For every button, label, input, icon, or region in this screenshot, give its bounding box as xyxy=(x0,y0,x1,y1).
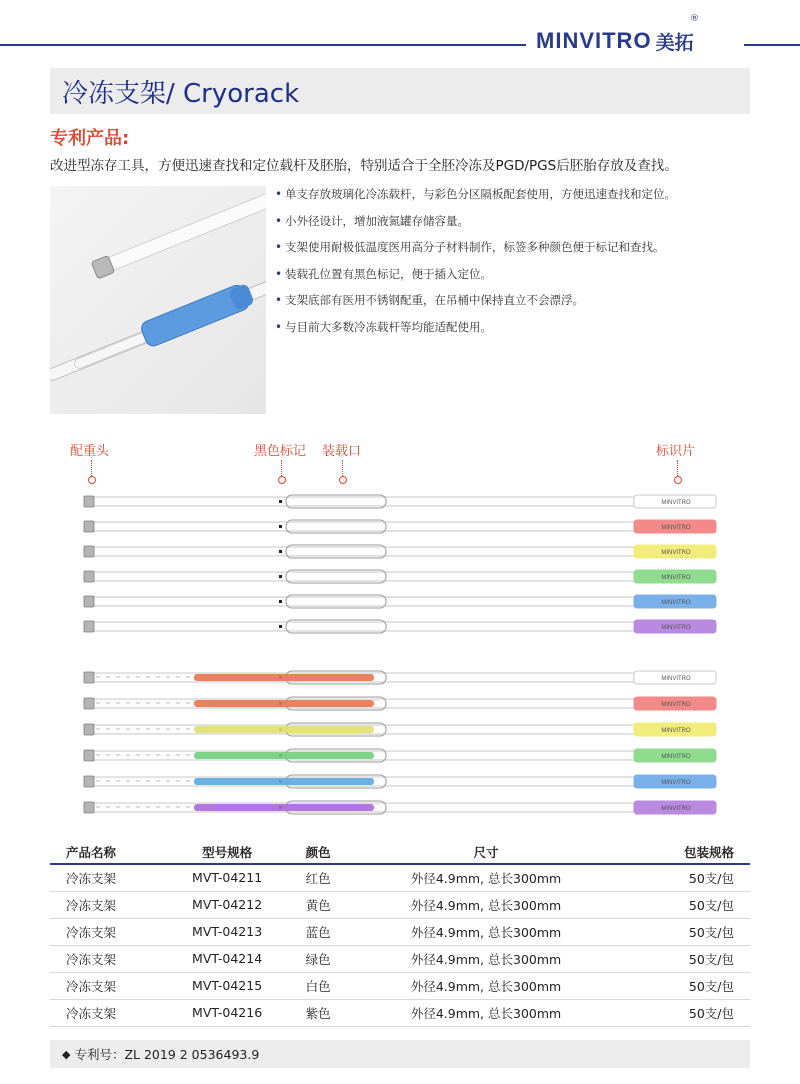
loaded-rack-0 xyxy=(84,671,716,684)
cell-color: 黄色 xyxy=(294,891,342,918)
table-header-row xyxy=(50,840,750,864)
cell-name: 冷冻支架 xyxy=(50,864,160,891)
cell-color: 红色 xyxy=(294,864,342,891)
tube-body xyxy=(88,497,716,506)
pin-weight-head xyxy=(91,460,92,476)
tube-body xyxy=(88,777,716,786)
patent-number: 专利号：ZL 2019 2 0536493.9 xyxy=(74,1047,260,1062)
col-header-color: 颜色 xyxy=(294,840,342,864)
col-header-pack: 包装规格 xyxy=(630,840,750,864)
section-title: 专利产品: xyxy=(50,128,130,149)
label-black-mark: 黑色标记 xyxy=(254,444,307,459)
table-row xyxy=(50,972,750,999)
loaded-rack-3 xyxy=(84,749,716,762)
tag-text: MINVITRO xyxy=(661,754,691,760)
tube-body xyxy=(88,522,716,531)
col-header-name: 产品名称 xyxy=(50,840,160,864)
cell-name: 冷冻支架 xyxy=(50,945,160,972)
weight-head xyxy=(84,750,94,761)
feature-item: • 小外径设计，增加液氮罐存储容量。 xyxy=(275,212,676,239)
cell-size: 外径4.9mm, 总长300mm xyxy=(342,999,630,1026)
cell-color: 紫色 xyxy=(294,999,342,1026)
cell-size: 外径4.9mm, 总长300mm xyxy=(342,891,630,918)
cell-name: 冷冻支架 xyxy=(50,918,160,945)
label-loading-port: 装载口 xyxy=(322,444,362,459)
cell-name: 冷冻支架 xyxy=(50,891,160,918)
loaded-straw xyxy=(194,700,374,707)
header-rule-left xyxy=(0,44,526,46)
loaded-straw xyxy=(194,752,374,759)
cell-size: 外径4.9mm, 总长300mm xyxy=(342,945,630,972)
empty-rack-5 xyxy=(84,620,716,633)
weight-head xyxy=(84,621,94,632)
tag-text: MINVITRO xyxy=(661,525,691,531)
tag-text: MINVITRO xyxy=(661,728,691,734)
label-tag: 标识片 xyxy=(656,444,696,459)
loaded-straw xyxy=(194,778,374,785)
black-mark xyxy=(279,625,282,628)
weight-head xyxy=(84,546,94,557)
table-row xyxy=(50,999,750,1026)
cell-model: MVT-04212 xyxy=(160,891,294,918)
tag-text: MINVITRO xyxy=(661,780,691,786)
tube-body xyxy=(88,751,716,760)
cell-pack: 50支/包 xyxy=(630,891,750,918)
pin-tag xyxy=(677,460,678,476)
intro-text: 改进型冻存工具，方便迅速查找和定位载杆及胚胎，特别适合于全胚冷冻及PGD/PGS后胚胎存放及查找。 xyxy=(50,158,678,174)
tag-text: MINVITRO xyxy=(661,500,691,506)
black-mark xyxy=(279,575,282,578)
table-row xyxy=(50,945,750,972)
weight-head xyxy=(84,802,94,813)
product-photo xyxy=(50,186,266,414)
loaded-straw xyxy=(194,674,374,681)
pin-loading-port xyxy=(342,460,343,476)
logo-cn: 美拓 xyxy=(655,31,694,54)
page-title: 冷冻支架/ Cryorack xyxy=(62,78,300,109)
col-header-size: 尺寸 xyxy=(342,840,630,864)
black-mark xyxy=(279,600,282,603)
table-row xyxy=(50,918,750,945)
cryorack-photo-illustration xyxy=(50,186,266,414)
tag-text: MINVITRO xyxy=(661,550,691,556)
diamond-bullet-icon: ◆ xyxy=(62,1047,71,1061)
feature-list xyxy=(275,185,676,344)
weight-head xyxy=(84,521,94,532)
empty-rack-4 xyxy=(84,595,716,608)
tag-text: MINVITRO xyxy=(661,625,691,631)
weight-head xyxy=(84,596,94,607)
tube-body xyxy=(88,597,716,606)
cell-size: 外径4.9mm, 总长300mm xyxy=(342,918,630,945)
cell-name: 冷冻支架 xyxy=(50,999,160,1026)
black-mark xyxy=(279,550,282,553)
weight-head xyxy=(84,571,94,582)
tag-text: MINVITRO xyxy=(661,575,691,581)
feature-item: • 支架使用耐极低温度医用高分子材料制作，标签多种颜色便于标记和查找。 xyxy=(275,238,676,265)
weight-head xyxy=(84,724,94,735)
spec-table xyxy=(50,840,750,1027)
loaded-straw xyxy=(194,804,374,811)
feature-item: • 支架底部有医用不锈钢配重，在吊桶中保持直立不会漂浮。 xyxy=(275,291,676,318)
loaded-straw xyxy=(194,726,374,733)
tube-body xyxy=(88,673,716,682)
cell-model: MVT-04215 xyxy=(160,972,294,999)
loaded-rack-5 xyxy=(84,801,716,814)
cryorack-diagram xyxy=(0,484,800,820)
cell-model: MVT-04213 xyxy=(160,918,294,945)
tag-text: MINVITRO xyxy=(661,600,691,606)
feature-item: • 装载孔位置有黑色标记，便于插入定位。 xyxy=(275,265,676,292)
empty-rack-2 xyxy=(84,545,716,558)
cell-name: 冷冻支架 xyxy=(50,972,160,999)
black-mark xyxy=(279,500,282,503)
brand-logo xyxy=(536,26,694,56)
tube-body xyxy=(88,622,716,631)
cell-color: 白色 xyxy=(294,972,342,999)
cell-pack: 50支/包 xyxy=(630,972,750,999)
col-header-model: 型号规格 xyxy=(160,840,294,864)
cell-pack: 50支/包 xyxy=(630,918,750,945)
weight-head xyxy=(84,776,94,787)
cell-pack: 50支/包 xyxy=(630,864,750,891)
loaded-rack-1 xyxy=(84,697,716,710)
cell-color: 绿色 xyxy=(294,945,342,972)
cell-model: MVT-04214 xyxy=(160,945,294,972)
weight-head xyxy=(84,496,94,507)
cell-size: 外径4.9mm, 总长300mm xyxy=(342,972,630,999)
feature-item: • 与目前大多数冷冻载杆等均能适配使用。 xyxy=(275,318,676,345)
empty-rack-0 xyxy=(84,495,716,508)
header-rule-right xyxy=(744,44,800,46)
tube-body xyxy=(88,547,716,556)
weight-head xyxy=(84,698,94,709)
tube-body xyxy=(88,699,716,708)
black-mark xyxy=(279,525,282,528)
cell-model: MVT-04216 xyxy=(160,999,294,1026)
pin-black-mark xyxy=(281,460,282,476)
tube-body xyxy=(88,725,716,734)
weight-head xyxy=(84,672,94,683)
cell-size: 外径4.9mm, 总长300mm xyxy=(342,864,630,891)
empty-rack-3 xyxy=(84,570,716,583)
cell-color: 蓝色 xyxy=(294,918,342,945)
tag-text: MINVITRO xyxy=(661,676,691,682)
loaded-rack-2 xyxy=(84,723,716,736)
cell-model: MVT-04211 xyxy=(160,864,294,891)
label-weight-head: 配重头 xyxy=(70,444,110,459)
table-row xyxy=(50,864,750,891)
feature-item: • 单支存放玻璃化冷冻载杆，与彩色分区隔板配套使用，方便迅速查找和定位。 xyxy=(275,185,676,212)
tube-body xyxy=(88,803,716,812)
loaded-rack-4 xyxy=(84,775,716,788)
table-row xyxy=(50,891,750,918)
tag-text: MINVITRO xyxy=(661,806,691,812)
cell-pack: 50支/包 xyxy=(630,945,750,972)
patent-band xyxy=(50,1040,750,1068)
empty-rack-1 xyxy=(84,520,716,533)
tube-body xyxy=(88,572,716,581)
logo-text: MINVITRO xyxy=(536,28,652,53)
tag-text: MINVITRO xyxy=(661,702,691,708)
registered-mark: ® xyxy=(690,14,699,24)
title-band xyxy=(50,68,750,114)
cell-pack: 50支/包 xyxy=(630,999,750,1026)
